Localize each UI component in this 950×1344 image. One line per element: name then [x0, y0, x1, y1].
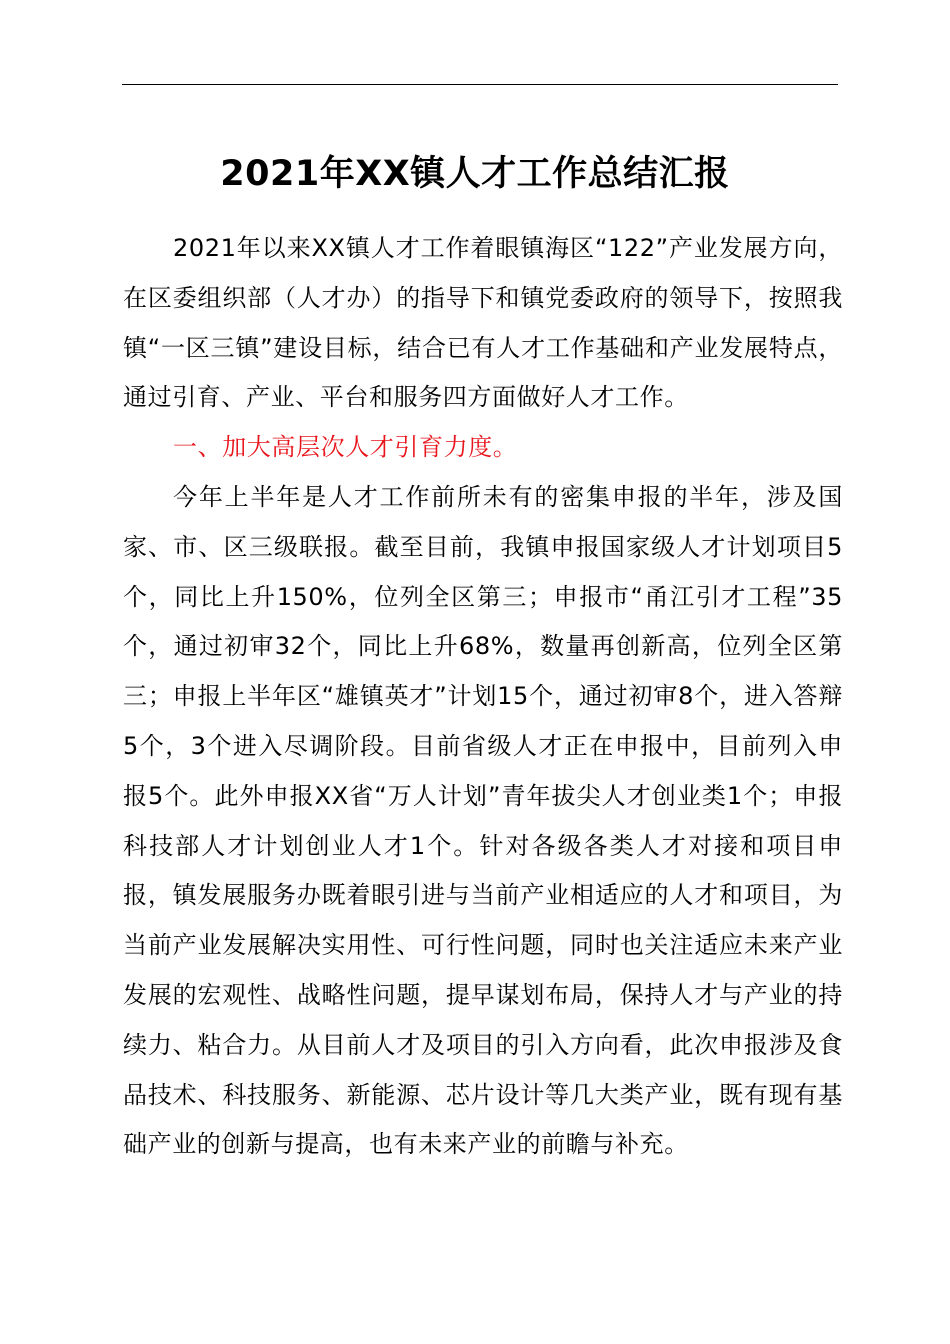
document-title: 2021年XX镇人才工作总结汇报 — [220, 154, 730, 194]
document-body — [123, 224, 843, 1170]
intro-paragraph: 2021年以来XX镇人才工作着眼镇海区“122”产业发展方向，在区委组织部（人才办）的指导下和镇党委政府的领导下，按照我镇“一区三镇”建设目标，结合已有人才工作基础和产业发展特点，通过引育、产业、平台和服务四方面做好人才工作。 — [123, 234, 843, 412]
section-heading-1: 一、加大高层次人才引育力度。 — [173, 433, 518, 462]
header-rule — [122, 84, 838, 85]
section-1-paragraph: 今年上半年是人才工作前所未有的密集申报的半年，涉及国家、市、区三级联报。截至目前，我镇申报国家级人才计划项目5个，同比上升150%，位列全区第三；申报市“甬江引才工程”35个，通过初审32个，同比上升68%，数量再创新高，位列全区第三；申报上半年区“雄镇英才”计划15个，通过初审8个，进入答辩5个，3个进入尽调阶段。目前省级人才正在申报中，目前列入申报5个。此外申报XX省“万人计划”青年拔尖人才创业类1个；申报科技部人才计划创业人才1个。针对各级各类人才对接和项目申报，镇发展服务办既着眼引进与当前产业相适应的人才和项目，为当前产业发展解决实用性、可行性问题，同时也关注适应未来产业发展的宏观性、战略性问题，提早谋划布局，保持人才与产业的持续力、粘合力。从目前人才及项目的引入方向看，此次申报涉及食品技术、科技服务、新能源、芯片设计等几大类产业，既有现有基础产业的创新与提高，也有未来产业的前瞻与补充。 — [123, 482, 843, 1159]
